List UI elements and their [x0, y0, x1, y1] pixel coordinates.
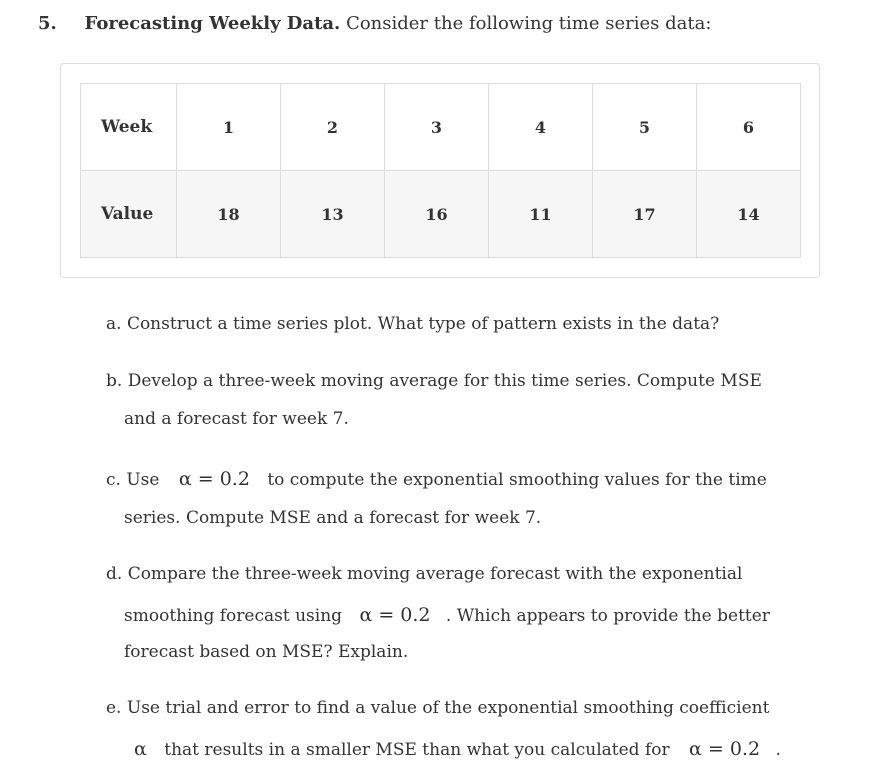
part-b-line-2: and a forecast for week 7.: [124, 409, 349, 429]
part-c-line-2: series. Compute MSE and a forecast for week 7.: [124, 508, 542, 528]
part-d-line-2: [106, 604, 770, 626]
time-series-table: [80, 83, 801, 258]
part-c-line-1: [106, 468, 767, 490]
alpha-symbol: α: [134, 738, 147, 760]
week-cell: 3: [385, 84, 489, 171]
part-e-line-2: [106, 738, 781, 760]
value-cell: 18: [177, 171, 281, 258]
part-d-line-3: forecast based on MSE? Explain.: [124, 642, 409, 662]
alpha-equation: α = 0.2: [689, 738, 761, 760]
value-row: [81, 171, 801, 258]
question-header: [38, 10, 711, 38]
alpha-equation: α = 0.2: [178, 468, 250, 490]
week-cell: 2: [281, 84, 385, 171]
part-a-line-1: a. Construct a time series plot. What type of pattern exists in the data?: [106, 314, 720, 334]
question-number: 5.: [38, 13, 57, 34]
part-c-text: to compute the exponential smoothing values for the time: [267, 470, 767, 490]
week-row: [81, 84, 801, 171]
part-d-text-pre: smoothing forecast using: [124, 606, 343, 626]
value-cell: 11: [489, 171, 593, 258]
row-header-value: Value: [81, 171, 177, 258]
week-cell: 6: [697, 84, 801, 171]
question-intro: Consider the following time series data:: [346, 13, 712, 34]
value-cell: 14: [697, 171, 801, 258]
part-d-line-1: d. Compare the three-week moving average forecast with the exponential: [106, 564, 743, 584]
value-cell: 13: [281, 171, 385, 258]
value-cell: 17: [593, 171, 697, 258]
week-cell: 5: [593, 84, 697, 171]
data-table-card: [60, 63, 820, 278]
alpha-equation: α = 0.2: [359, 604, 431, 626]
part-e-text: that results in a smaller MSE than what you calculated for: [164, 740, 670, 760]
week-cell: 4: [489, 84, 593, 171]
part-e-line-1: e. Use trial and error to find a value of the exponential smoothing coefficient: [106, 698, 770, 718]
week-cell: 1: [177, 84, 281, 171]
part-c-label: c. Use: [106, 470, 160, 490]
question-title: Forecasting Weekly Data.: [84, 13, 341, 34]
row-header-week: Week: [81, 84, 177, 171]
part-e-end: .: [775, 740, 781, 760]
part-d-text-post: . Which appears to provide the better: [445, 606, 770, 626]
value-cell: 16: [385, 171, 489, 258]
part-b-line-1: b. Develop a three-week moving average for this time series. Compute MSE: [106, 371, 762, 391]
